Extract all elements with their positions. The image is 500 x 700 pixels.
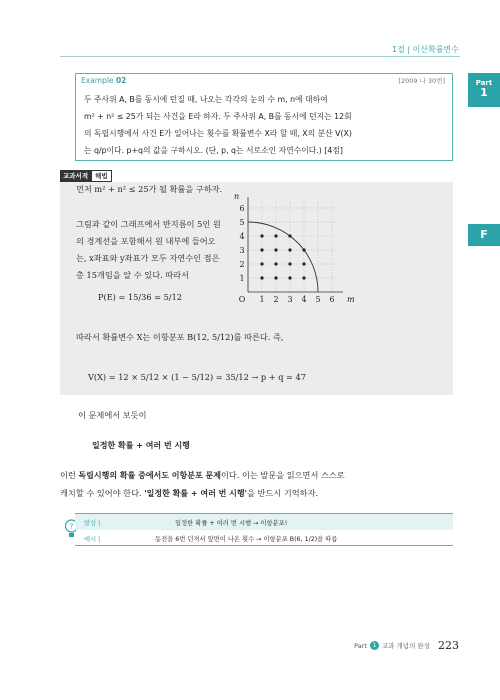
y-tick-label: 5 [239,218,245,227]
example-question [84,91,442,159]
page-number: 223 [438,639,459,652]
lattice-point [260,276,263,279]
lattice-point [274,234,277,237]
solution-line: 총 15개임을 알 수 있다. 따라서 [76,270,190,280]
footer-title: 교과 개념의 완성 [381,642,430,650]
lattice-point [302,248,305,251]
body-text: 캐치할 수 있어야 한다. [60,488,145,498]
svg-text:?: ? [69,522,74,531]
solution-line: 그림과 같이 그래프에서 반지름이 5인 원 [76,219,221,229]
lattice-graph [230,182,380,307]
footer-part-label: Part [354,641,367,650]
summary-key: 예시 | [84,536,101,543]
emphasis-line: 일정한 확률 + 여러 번 시행 [92,441,190,450]
y-tick-label: 1 [239,274,245,283]
y-tick-label: 2 [239,260,245,269]
solution-tag [60,170,112,182]
body-text: 이다. 이는 발문을 읽으면서 스스로 [220,470,345,480]
x-tick-label: 1 [259,295,265,304]
section-tab: F [468,224,500,246]
lattice-point [288,234,291,237]
summary-row [75,530,453,546]
lattice-point [260,234,263,237]
chapter-title: 1절 | 이산확률변수 [392,45,459,54]
page-footer [354,639,459,652]
solution-box [60,182,453,395]
example-line: m² + n² ≤ 25가 되는 사건을 E라 하자. 두 주사위 A, B를 동시에 던지는 12회 [84,112,352,121]
example-line: 는 q/p이다. p+q의 값을 구하시오. (단, p, q는 서로소인 자연수이다.) [4점] [84,146,343,155]
lattice-point [288,276,291,279]
x-tick-label: 6 [329,295,335,304]
header-rule [60,56,460,57]
lattice-point [288,248,291,251]
example-line: 의 독립시행에서 사건 E가 일어나는 횟수를 확률변수 X라 할 때, X의 분산 V(X) [84,129,352,138]
x-tick-label: 3 [287,295,293,304]
summary-row [75,514,453,530]
lattice-point [274,262,277,265]
lattice-point [260,262,263,265]
lattice-point [260,248,263,251]
example-box [75,73,453,161]
example-header [79,76,449,88]
example-label-text: Example [81,76,114,85]
part-tab-label: Part [475,79,493,87]
example-line: 두 주사위 A, B를 동시에 던질 때, 나오는 각각의 눈의 수 m, n에 대하여 [84,95,328,104]
example-label [81,76,126,85]
lattice-point [274,248,277,251]
example-source: [2009 나 30번] [398,77,445,85]
part-tab-number: 1 [480,86,488,99]
y-tick-label: 6 [239,204,245,213]
binomial-statement: 따라서 확률변수 X는 이항분포 B(12, 5/12)를 따른다. 즉, [76,332,284,342]
summary-value: 일정한 확률 + 여러 번 시행 → 이항분포! [175,520,288,527]
summary-box [75,513,453,546]
y-tick-label: 3 [239,246,245,255]
solution-tag-right: 해법 [91,170,112,182]
example-number: 02 [115,76,127,85]
solution-intro: 먼저 m² + n² ≤ 25가 될 확률을 구하자. [76,184,223,194]
x-axis-label: m [347,295,355,304]
probability-equation: P(E) = 15/36 = 5/12 [98,292,182,302]
body-line-3 [60,470,345,481]
footer-part-number: 1 [370,641,379,650]
lattice-point [288,262,291,265]
y-tick-label: 4 [239,232,245,241]
y-axis-label: n [234,192,240,201]
x-tick-label: 2 [273,295,279,304]
body-line-4 [60,488,318,499]
solution-tag-left: 교과서적 [60,170,91,182]
body-bold-text: 독립시행의 확률 중에서도 이항분포 문제 [78,471,221,480]
lattice-point [302,262,305,265]
variance-equation: V(X) = 12 × 5/12 × (1 − 5/12) = 35/12 → p + q = 47 [88,372,306,382]
solution-line: 는, x좌표와 y좌표가 모두 자연수인 점은 [76,253,220,263]
lattice-point [302,276,305,279]
lattice-point [274,276,277,279]
body-line-1: 이 문제에서 보듯이 [78,410,147,420]
origin-label: O [238,295,246,304]
x-tick-label: 5 [315,295,321,304]
summary-value: 동전을 6번 던져서 앞면이 나온 횟수 → 이항분포 B(6, 1/2)을 따름 [155,536,338,543]
body-bold-text: '일정한 확률 + 여러 번 시행' [144,489,248,498]
summary-key: 발상 | [84,520,101,527]
part-tab [468,73,500,107]
x-tick-label: 4 [301,295,307,304]
solution-line: 의 경계선을 포함해서 원 내부에 들어오 [76,236,216,246]
solution-paragraph [76,216,236,284]
body-text: 이런 [60,470,79,480]
circle-arc [248,222,318,292]
body-text: 을 반드시 기억하자. [247,488,319,498]
